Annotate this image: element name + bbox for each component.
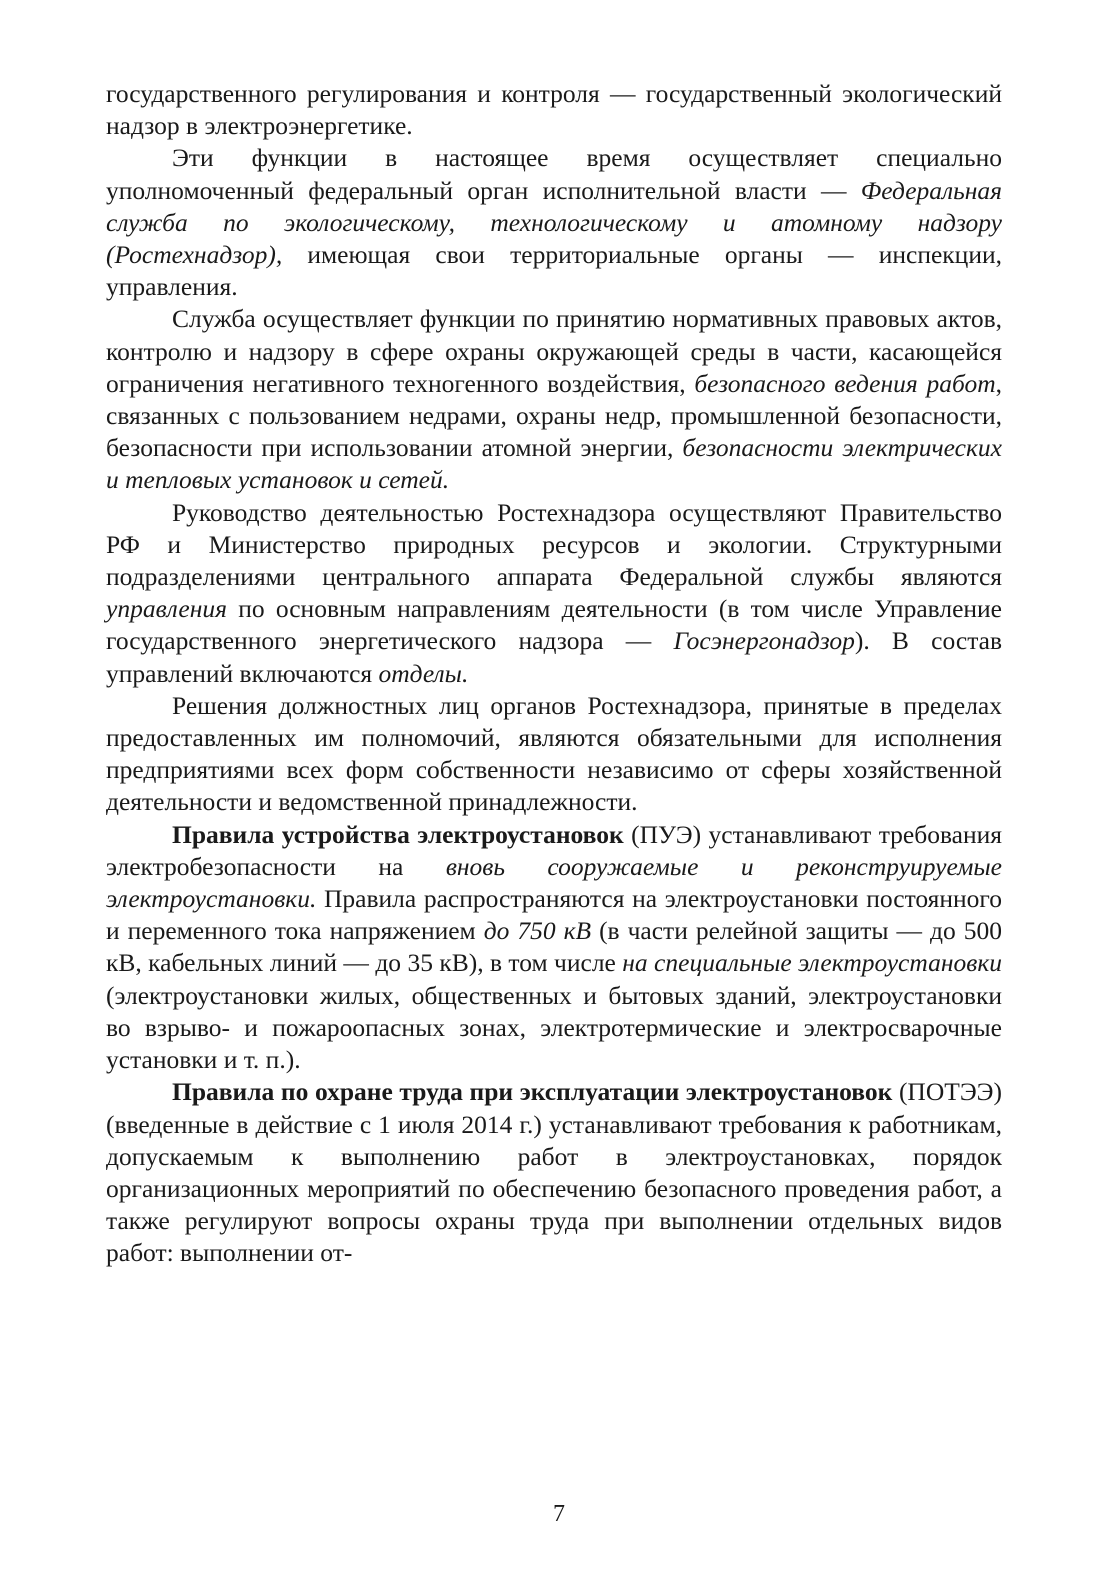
body-text [106,78,1002,1270]
paragraph-4-text-e: ). В состав управлений включаются [106,626,1003,688]
paragraph-7 [106,1076,1002,1269]
paragraph-5 [106,690,1002,819]
paragraph-1 [106,78,1002,142]
paragraph-6-text-b: (ПУЭ) устанавливают требования электробезопасности на [106,819,1002,881]
paragraph-6-italic-special-installations: на специальные электроустановки [622,948,1002,978]
paragraph-5-text: Решения должностных лиц органов Ростехнадзора, принятые в пределах предоставленных им полномочий, являются обязательными для исполнения предприятиями всех форм собственности независимо от сферы хозяйственной деятельности и ведомственной принадлежности. [106,690,1002,817]
paragraph-6-italic-voltage: до 750 кВ [483,916,592,946]
paragraph-2 [106,142,1002,303]
paragraph-4-text-c: по основным направлениям деятельности (в том числе Управление государственного энергетического надзора — [106,594,1002,656]
paragraph-4-italic-divisions: отделы. [378,658,469,688]
paragraph-7-bold-potee: Правила по охране труда при эксплуатации электроустановок [172,1077,893,1107]
paragraph-6-text-h: (электроустановки жилых, общественных и бытовых зданий, электроустановки во взрыво- и пожароопасных зонах, электротермические и электросварочные установки и т. п.). [106,980,1002,1075]
paragraph-6 [106,819,1002,1077]
paragraph-4-italic-departments: управления [106,594,227,624]
paragraph-3-italic-safe-work: безопасного ведения работ [694,368,996,398]
paragraph-3-italic-electrical-safety: безопасности электрических и тепловых установок и сетей. [106,433,1002,495]
paragraph-6-bold-pue: Правила устройства электроустановок [172,819,624,849]
page-number: 7 [553,1501,565,1527]
paragraph-4-text-a: Руководство деятельностью Ростехнадзора осуществляют Правительство РФ и Министерство природных ресурсов и экологии. Структурными подразделениями центрального аппарата Федеральной службы являются [106,497,1002,592]
paragraph-4 [106,497,1002,690]
paragraph-7-text-b: (ПОТЭЭ) (введенные в действие с 1 июля 2014 г.) устанавливают требования к работникам, допускаемым к выполнению работ в электроустановках, порядок организационных мероприятий по обеспечению безопасного проведения работ, а также регулируют вопросы охраны труда при выполнении отдельных видов работ: выполнении от- [106,1077,1003,1268]
paragraph-2-text-a: Эти функции в настоящее время осуществляет специально уполномоченный федеральный орган исполнительной власти — [106,143,1002,205]
paragraph-6-text-d: Правила распространяются на электроустановки постоянного и переменного тока напряжением [106,884,1002,946]
paragraph-2-text-c: имеющая свои территориальные органы — инспекции, управления. [106,240,1002,302]
paragraph-3-text-c: , связанных с пользованием недрами, охраны недр, промышленной безопасности, безопасности при использовании атомной энергии, [106,368,1002,463]
paragraph-4-italic-gosenergonadzor: Госэнергонадзор [673,626,855,656]
paragraph-3-text-a: Служба осуществляет функции по принятию нормативных правовых актов, контролю и надзору в сфере охраны окружающей среды в части, касающейся ограничения негативного техногенного воздействия, [106,304,1002,398]
paragraph-3 [106,303,1002,496]
paragraph-2-italic-agency: Федеральная служба по экологическому, технологическому и атомному надзору (Ростехнадзор), [106,175,1002,270]
paragraph-1-text: государственного регулирования и контроля — государственный экологический надзор в электроэнергетике. [106,79,1002,141]
paragraph-6-text-f: (в части релейной защиты — до 500 кВ, кабельных линий — до 35 кВ), в том числе [106,916,1003,978]
paragraph-6-italic-new-installations: вновь сооружаемые и реконструируемые электроустановки. [106,851,1002,914]
